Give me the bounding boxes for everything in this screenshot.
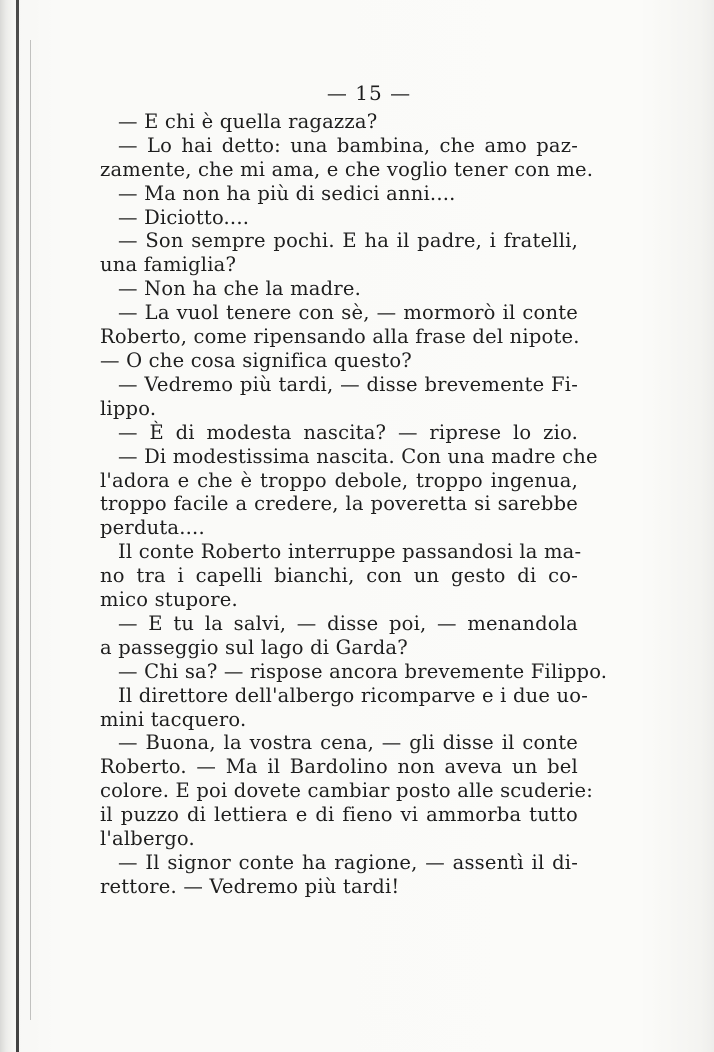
text-lines — [100, 109, 608, 899]
binding-shadow — [30, 40, 31, 1020]
page-number: — 15 — — [326, 81, 412, 105]
text-line: perduta.... — [100, 516, 205, 540]
text-line: Roberto. — Ma il Bardolino non aveva un bel — [100, 755, 578, 779]
text-line: mico stupore. — [100, 588, 238, 612]
text-line: lippo. — [100, 396, 157, 420]
text-line: — Ma non ha più di sedici anni.... — [118, 181, 456, 205]
text-line: colore. E poi dovete cambiar posto alle scuderie: — [100, 779, 594, 803]
text-line: — Non ha che la madre. — [118, 277, 361, 301]
text-line: — È di modesta nascita? — riprese lo zio. — [118, 420, 578, 444]
text-line: — Buona, la vostra cena, — gli disse il conte — [118, 731, 578, 755]
text-line: Il conte Roberto interruppe passandosi la ma- — [118, 540, 582, 564]
text-line: Il direttore dell'albergo ricomparve e i due uo- — [118, 683, 589, 707]
text-line: mini tacquero. — [100, 707, 247, 731]
text-line: l'albergo. — [100, 827, 195, 851]
text-line: Roberto, come ripensando alla frase del nipote. — [100, 325, 580, 349]
text-line: — Di modestissima nascita. Con una madre che — [118, 444, 598, 468]
text-line: — E tu la salvi, — disse poi, — menandola — [118, 611, 578, 635]
text-line: — La vuol tenere con sè, — mormorò il conte — [118, 301, 578, 325]
text-line: — O che cosa significa questo? — [100, 348, 412, 372]
text-line: — Lo hai detto: una bambina, che amo paz- — [118, 133, 578, 157]
text-line: — Diciotto.... — [118, 205, 250, 229]
text-line: rettore. — Vedremo più tardi! — [100, 874, 400, 898]
text-line: — E chi è quella ragazza? — [118, 109, 378, 133]
page-text-block — [100, 81, 608, 899]
text-line: no tra i capelli bianchi, con un gesto di co- — [100, 564, 578, 588]
text-line: il puzzo di lettiera e di fieno vi ammorba tutto — [100, 803, 578, 827]
text-line: — Son sempre pochi. E ha il padre, i fratelli, — [118, 229, 578, 253]
text-line: zamente, che mi ama, e che voglio tener con me. — [100, 157, 594, 181]
text-line: — Vedremo più tardi, — disse brevemente Fi- — [118, 372, 578, 396]
binding-edge — [16, 0, 19, 1052]
text-line: a passeggio sul lago di Garda? — [100, 635, 408, 659]
text-line: troppo facile a credere, la poveretta si sarebbe — [100, 492, 578, 516]
text-line: l'adora e che è troppo debole, troppo ingenua, — [100, 468, 578, 492]
text-line: una famiglia? — [100, 253, 237, 277]
text-line: — Chi sa? — rispose ancora brevemente Filippo. — [118, 659, 608, 683]
text-line: — Il signor conte ha ragione, — assentì il di- — [118, 851, 578, 874]
